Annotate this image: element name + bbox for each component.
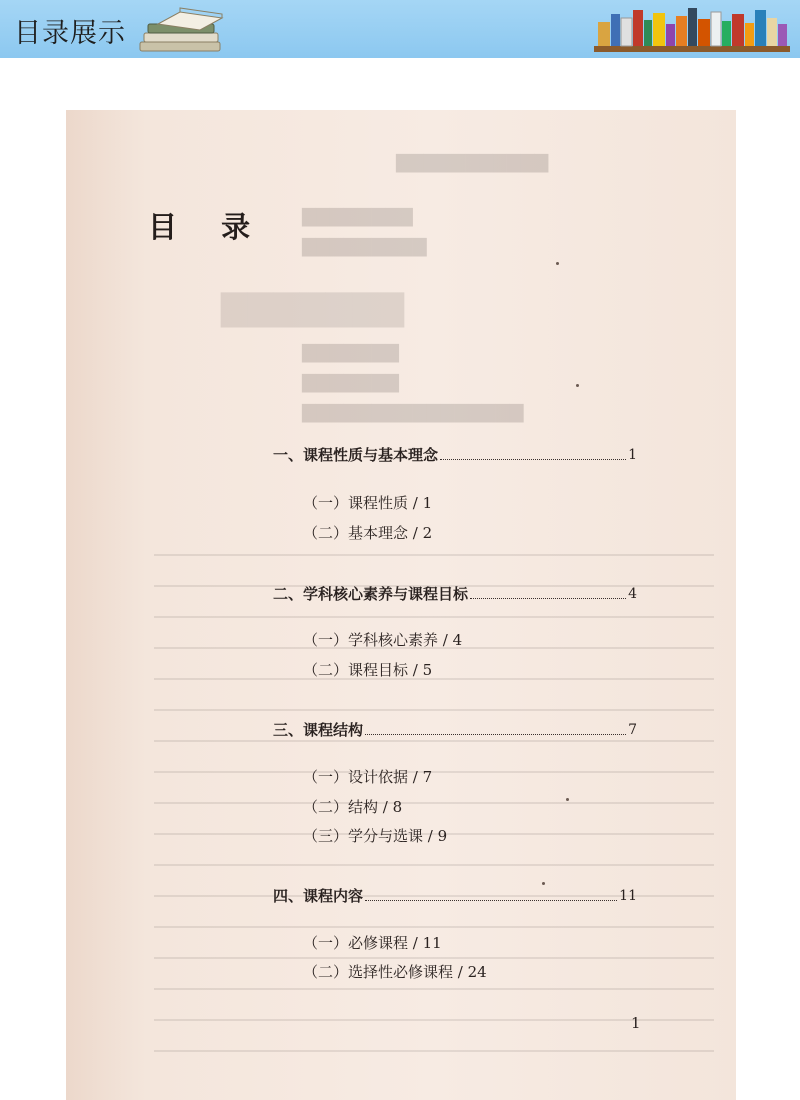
chapter-page: 4 [628, 586, 637, 602]
toc-section[interactable]: （三）学分与选课 / 9 [303, 827, 448, 845]
banner-title: 目录展示 [14, 18, 126, 49]
toc-chapter-2[interactable] [273, 584, 637, 604]
toc-chapter-4[interactable] [273, 886, 637, 906]
toc-section[interactable]: （一）课程性质 / 1 [303, 494, 433, 512]
paper-speck [576, 384, 579, 387]
toc-chapter-1[interactable] [273, 445, 637, 465]
dot-leader [365, 900, 617, 901]
dot-leader [470, 598, 626, 599]
bleed-through-line: ▇▇▇▇▇▇▇ [302, 342, 399, 363]
dot-leader [365, 734, 626, 735]
toc-section[interactable]: （二）选择性必修课程 / 24 [303, 963, 487, 981]
paper-speck [556, 262, 559, 265]
chapter-page: 1 [628, 447, 637, 463]
chapter-title: 三、课程结构 [273, 721, 364, 739]
page-number: 1 [631, 1014, 641, 1032]
toc-section[interactable]: （二）基本理念 / 2 [303, 524, 433, 542]
bleed-through-line: ▇▇▇▇▇▇▇▇ [302, 206, 413, 227]
toc-chapter-3[interactable] [273, 720, 637, 740]
toc-section[interactable]: （一）设计依据 / 7 [303, 768, 433, 786]
toc-section[interactable]: （一）必修课程 / 11 [303, 934, 442, 952]
books-stack-icon [136, 4, 230, 54]
toc-section[interactable]: （一）学科核心素养 / 4 [303, 631, 463, 649]
bleed-through-heading: ▇▇▇▇▇▇▇ [221, 288, 405, 328]
chapter-page: 7 [628, 722, 637, 738]
chapter-title: 四、课程内容 [273, 887, 364, 905]
bookshelf-icon [594, 4, 790, 54]
header-banner [0, 0, 800, 58]
dot-leader [440, 459, 626, 460]
chapter-page: 11 [619, 888, 637, 904]
chapter-title: 一、课程性质与基本理念 [273, 446, 439, 464]
toc-section[interactable]: （二）结构 / 8 [303, 798, 403, 816]
toc-section[interactable]: （二）课程目标 / 5 [303, 661, 433, 679]
paper-speck [542, 882, 545, 885]
bleed-through-line: ▇▇▇▇▇▇▇▇▇▇▇▇▇▇▇▇ [302, 402, 524, 423]
toc-heading: 目 录 [148, 210, 268, 244]
bleed-through-line: ▇▇▇▇▇▇▇ [302, 372, 399, 393]
bleed-through-line: ▇▇▇▇▇▇▇▇▇▇▇ [396, 152, 549, 173]
chapter-title: 二、学科核心素养与课程目标 [273, 585, 469, 603]
bleed-through-line: ▇▇▇▇▇▇▇▇▇ [302, 236, 427, 257]
